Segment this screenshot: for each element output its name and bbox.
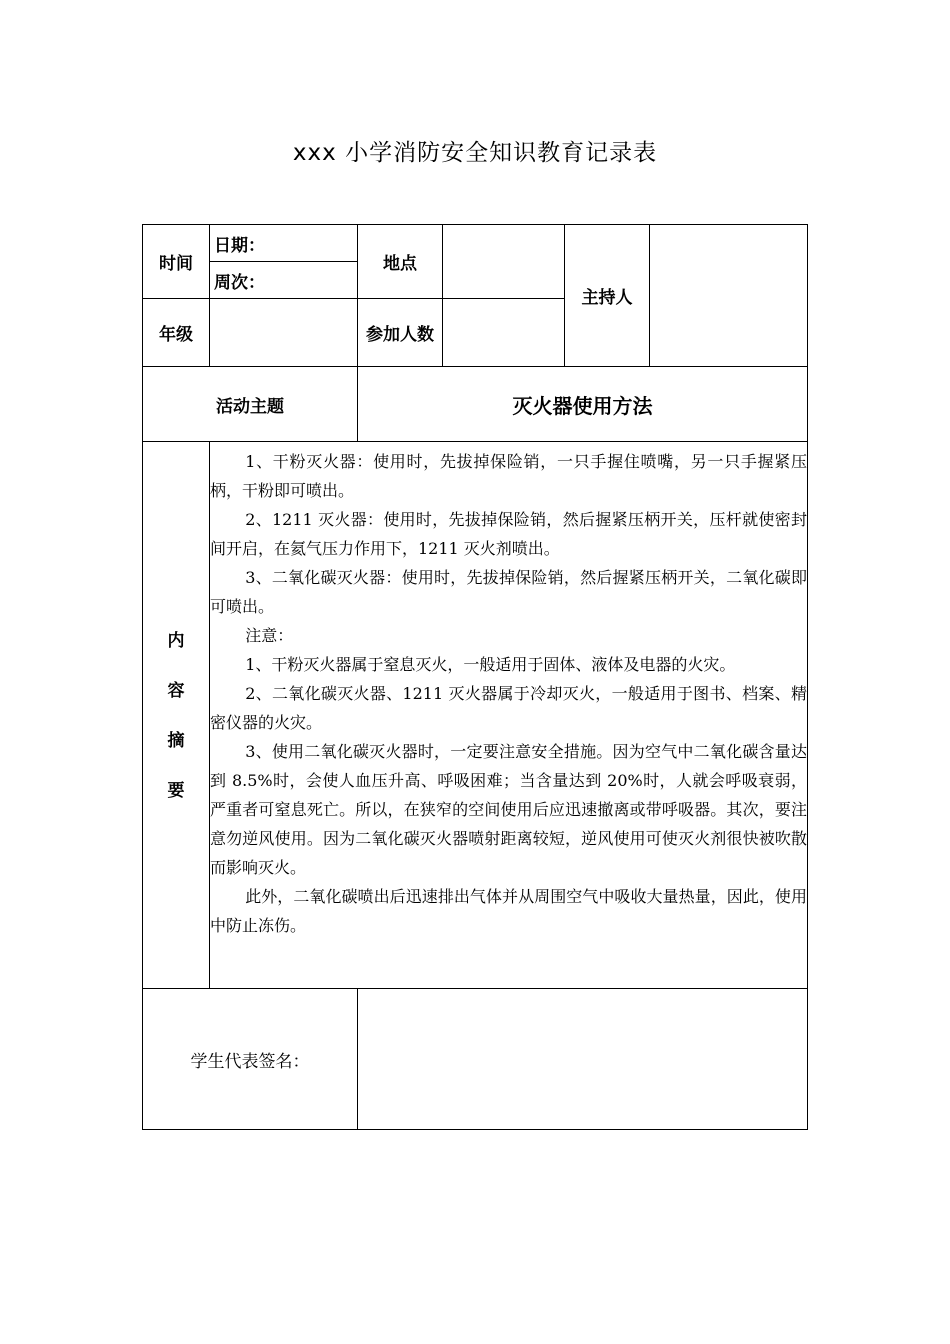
content-paragraph: 1、干粉灭火器属于窒息灭火，一般适用于固体、液体及电器的火灾。 [245,655,736,674]
col-divider-location [442,224,443,366]
content-paragraph: 2、二氧化碳灭火器、1211 灭火器属于冷却灭火，一般适用于图书、档案、精密仪器的火灾。 [210,684,807,732]
content-paragraph: 此外，二氧化碳喷出后迅速排出气体并从周围空气中吸收大量热量，因此，使用中防止冻伤。 [210,887,807,935]
grade-label: 年级 [159,325,193,345]
host-label: 主持人 [581,288,633,308]
time-label: 时间 [159,254,193,274]
theme-value: 灭火器使用方法 [512,393,653,418]
signature-label: 学生代表签名： [190,1051,310,1072]
summary-label-char: 摘 [167,731,185,751]
content-paragraph: 2、1211 灭火器：使用时，先拔掉保险销，然后握紧压柄开关，压杆就使密封间开启，在氦气压力作用下，1211 灭火剂喷出。 [210,510,807,558]
content-paragraph: 3、使用二氧化碳灭火器时，一定要注意安全措施。因为空气中二氧化碳含量达到 8.5%时，会使人血压升高、呼吸困难；当含量达到 20%时，人就会呼吸衰弱，严重者可窒息死亡。所以，在狭窄的空间使用后应迅速撤离或带呼吸器。其次，要注意勿逆风使用。因为二氧化碳灭火器喷射距离较短，逆风使用可使灭火剂很快被吹散而影响灭火。 [210,742,807,877]
summary-label-char: 容 [167,681,185,701]
participants-label: 参加人数 [366,325,434,345]
row-divider-content-top [142,441,808,442]
col-divider-host [649,224,650,366]
content-summary [210,447,807,940]
summary-label-char: 要 [167,781,185,801]
theme-label: 活动主题 [216,396,284,417]
content-paragraph: 注意： [245,626,294,645]
summary-label [143,628,209,828]
page-title: xxx 小学消防安全知识教育记录表 [292,140,658,166]
table-border-bottom [142,1129,808,1130]
signature-field[interactable] [358,989,807,1129]
table-border-right [807,224,808,1130]
content-paragraph: 1、干粉灭火器：使用时，先拔掉保险销，一只手握住喷嘴，另一只手握紧压柄，干粉即可喷出。 [210,452,807,500]
week-label: 周次： [214,272,265,293]
location-label: 地点 [383,254,417,274]
summary-label-char: 内 [167,631,185,651]
date-label: 日期： [214,235,265,256]
content-paragraph: 3、二氧化碳灭火器：使用时，先拔掉保险销，然后握紧压柄开关，二氧化碳即可喷出。 [210,568,807,616]
